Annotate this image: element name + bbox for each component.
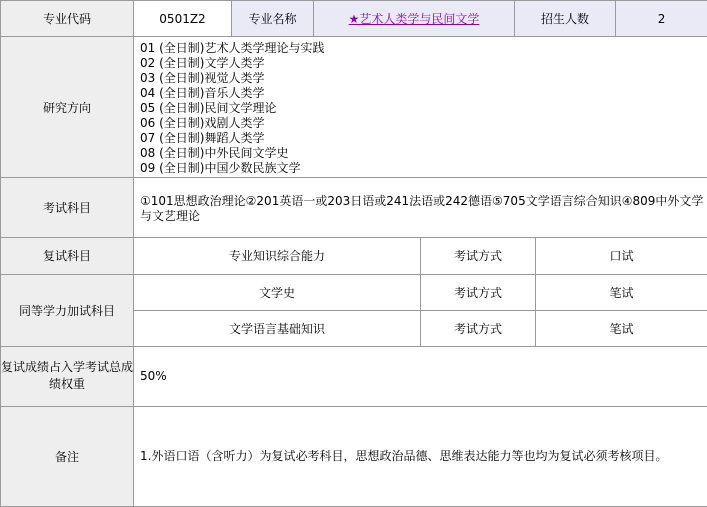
program-code-value: 0501Z2 xyxy=(134,1,232,37)
equivalent-subject: 文学史 xyxy=(134,274,421,310)
enrollment-label: 招生人数 xyxy=(515,1,616,37)
program-code-label: 专业代码 xyxy=(1,1,134,37)
exam-subjects-label: 考试科目 xyxy=(1,178,134,238)
equivalent-method-label: 考试方式 xyxy=(421,310,536,346)
research-direction-item: 03 (全日制)视觉人类学 xyxy=(140,71,265,86)
equivalent-row-1 xyxy=(1,274,707,310)
remarks-text: 1.外语口语（含听力）为复试必考科目，思想政治品德、思维表达能力等也均为复试必须考核项目。 xyxy=(134,406,707,506)
equivalent-subjects-label: 同等学力加试科目 xyxy=(1,274,134,346)
research-direction-item: 04 (全日制)音乐人类学 xyxy=(140,86,265,101)
retest-weight-label: 复试成绩占入学考试总成绩权重 xyxy=(1,346,134,406)
equivalent-method: 笔试 xyxy=(536,274,707,310)
retest-subjects-label: 复试科目 xyxy=(1,238,134,274)
program-name-link[interactable]: ★艺术人类学与民间文学 xyxy=(348,12,480,27)
research-direction-item: 08 (全日制)中外民间文学史 xyxy=(140,146,289,161)
equivalent-subject: 文学语言基础知识 xyxy=(134,310,421,346)
header-row xyxy=(1,1,707,37)
program-name-cell xyxy=(314,1,515,37)
retest-weight-value: 50% xyxy=(134,346,707,406)
exam-subjects-text: ①101思想政治理论②201英语一或203日语或241法语或242德语⑤705文学语言综合知识④809中外文学与文艺理论 xyxy=(134,178,707,238)
exam-row xyxy=(1,178,707,238)
retest-subject: 专业知识综合能力 xyxy=(134,238,421,274)
weight-row xyxy=(1,346,707,406)
research-direction-cell xyxy=(134,37,707,178)
retest-method-label: 考试方式 xyxy=(421,238,536,274)
retest-method: 口试 xyxy=(536,238,707,274)
research-direction-item: 02 (全日制)文学人类学 xyxy=(140,56,265,71)
research-direction-label: 研究方向 xyxy=(1,37,134,178)
program-name-label: 专业名称 xyxy=(232,1,314,37)
research-direction-item: 01 (全日制)艺术人类学理论与实践 xyxy=(140,41,325,56)
remarks-label: 备注 xyxy=(1,406,134,506)
equivalent-method: 笔试 xyxy=(536,310,707,346)
retest-row xyxy=(1,238,707,274)
enrollment-value: 2 xyxy=(616,1,707,37)
research-direction-item: 05 (全日制)民间文学理论 xyxy=(140,101,277,116)
research-direction-item: 06 (全日制)戏剧人类学 xyxy=(140,116,265,131)
research-direction-item: 07 (全日制)舞蹈人类学 xyxy=(140,131,265,146)
research-row xyxy=(1,37,707,178)
remarks-row xyxy=(1,406,707,506)
equivalent-method-label: 考试方式 xyxy=(421,274,536,310)
research-direction-item: 09 (全日制)中国少数民族文学 xyxy=(140,161,301,176)
research-direction-list xyxy=(140,41,707,176)
